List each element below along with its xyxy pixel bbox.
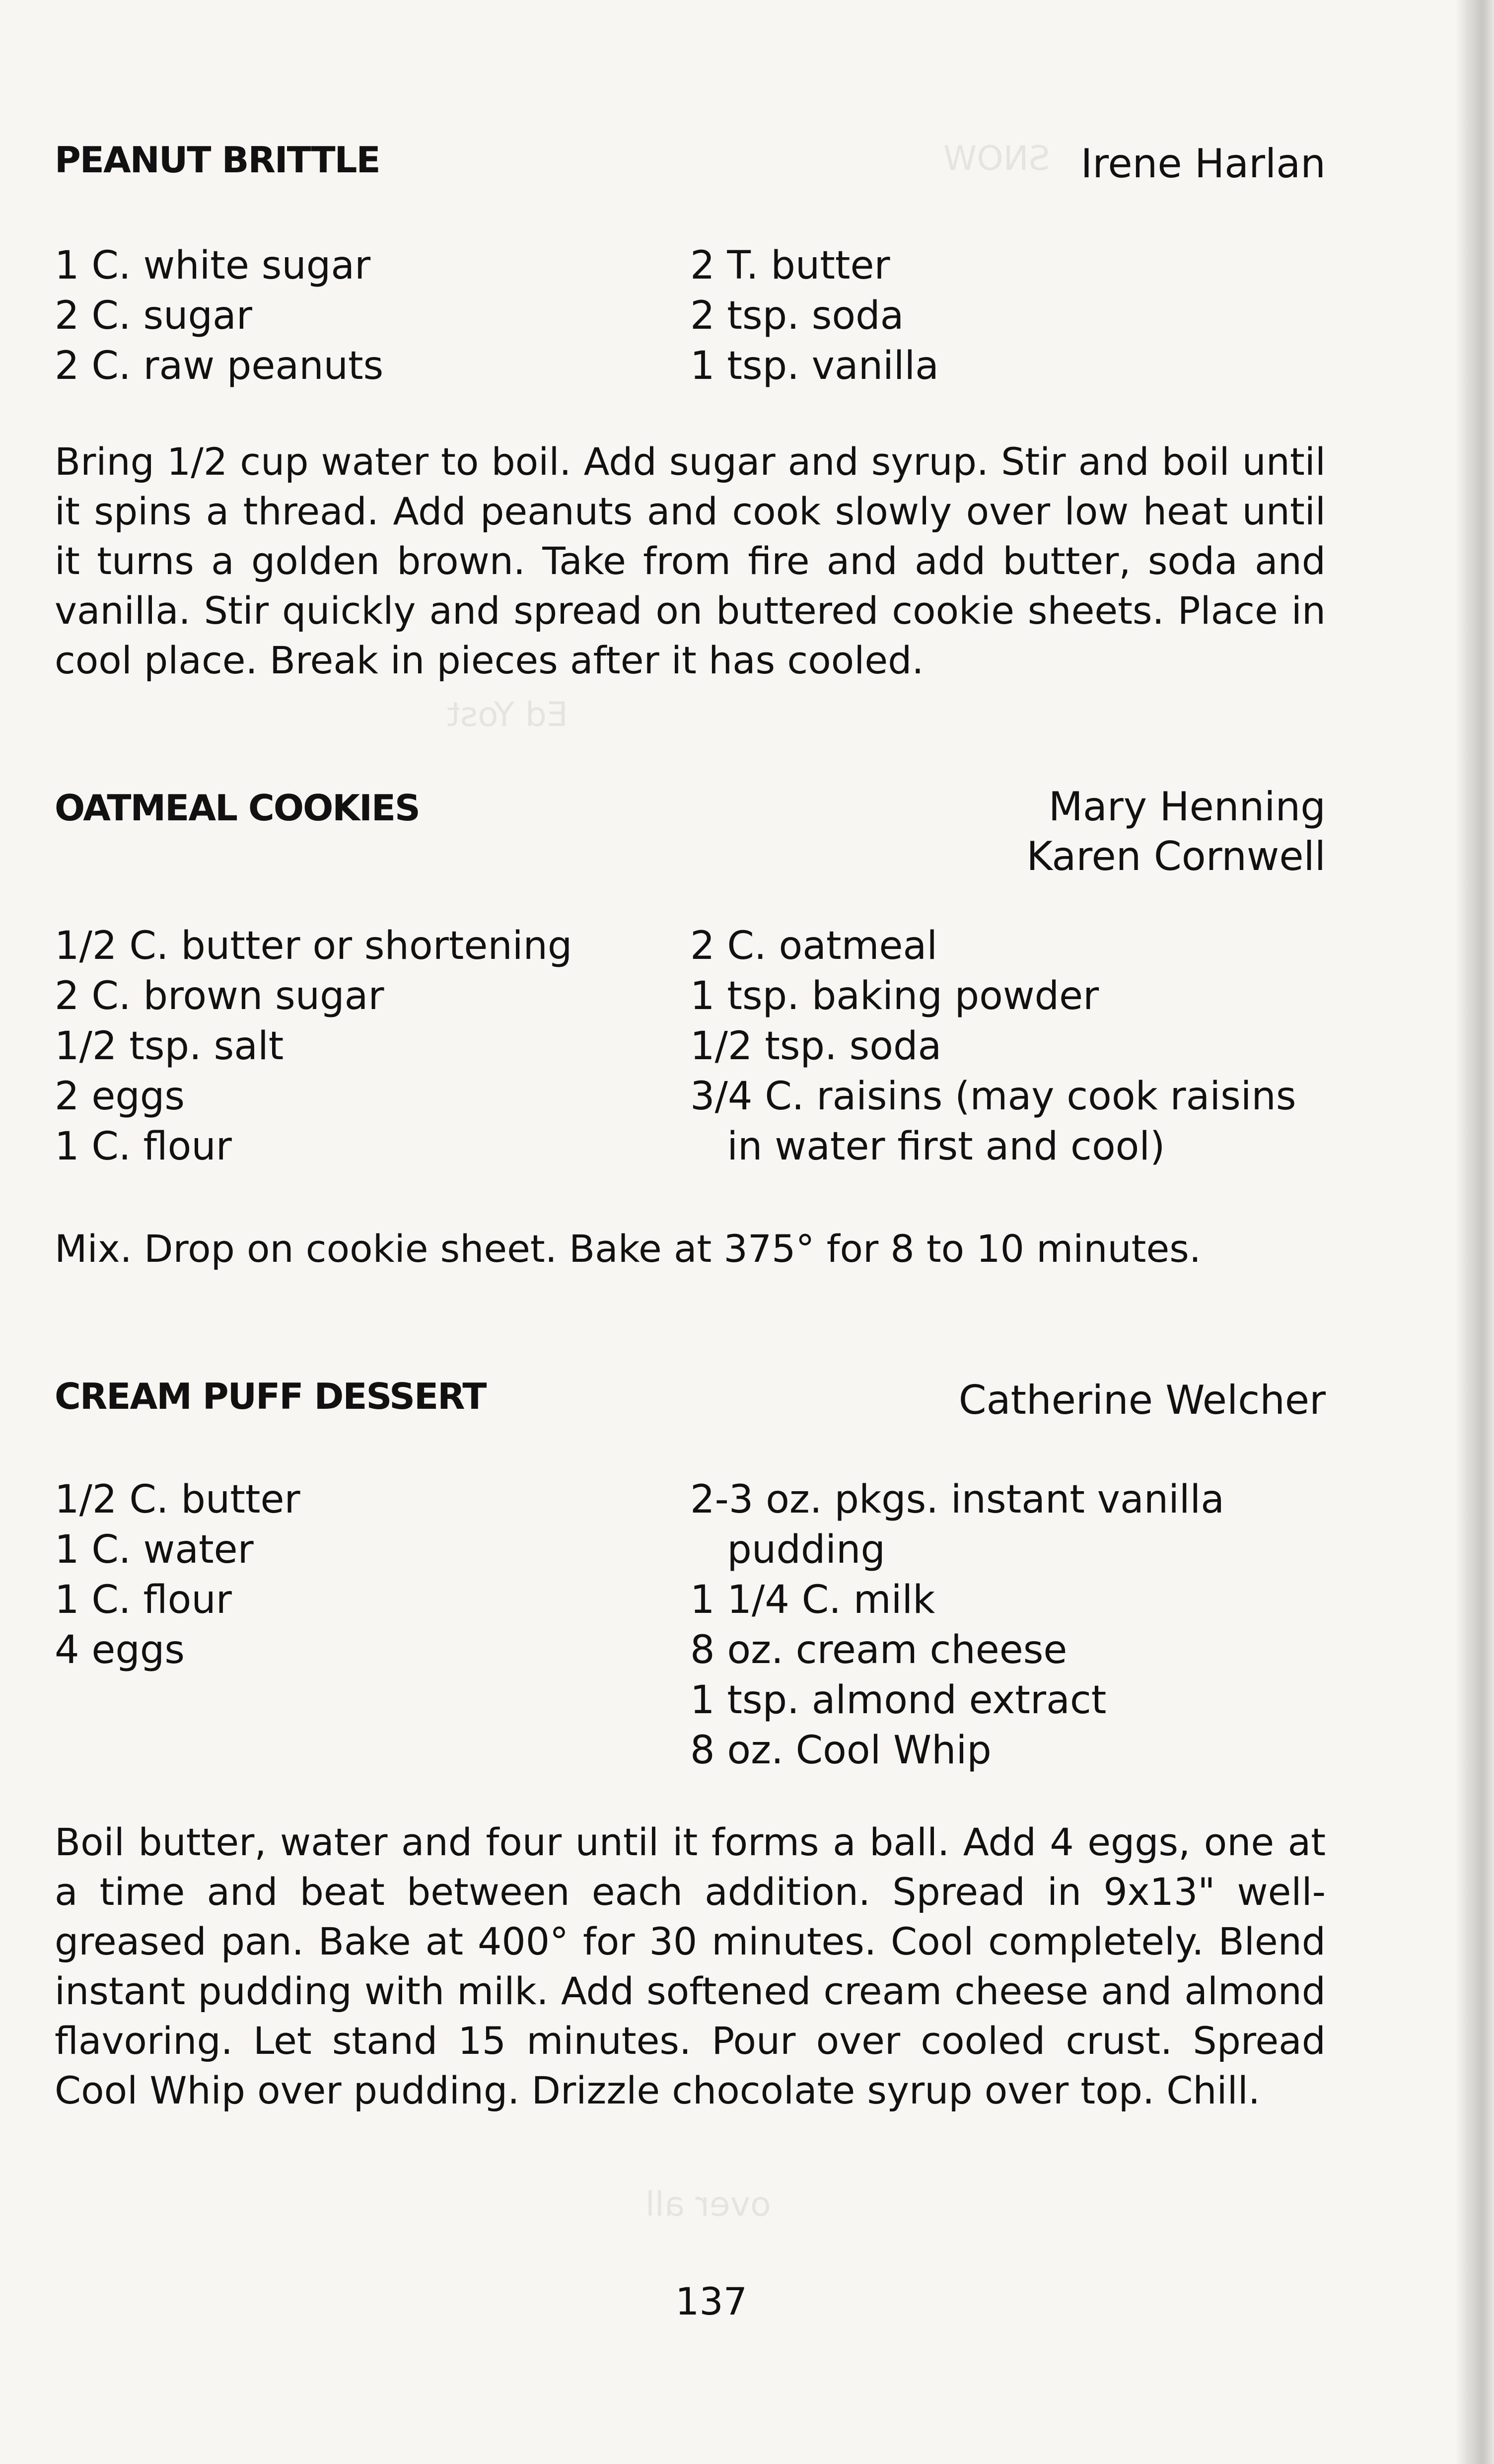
recipe-authors (1081, 139, 1326, 189)
ingredient: 2 C. raw peanuts (55, 344, 384, 388)
ingredient: 8 oz. Cool Whip (690, 1728, 992, 1773)
recipe-instructions: Bring 1/2 cup water to boil. Add sugar and syrup. Stir and boil until it spins a thread. Add peanuts and cook slowly over low heat until it turns a golden brown. Take from fire and add butter, soda and vanilla. Stir quickly and spread on buttered cookie sheets. Place in cool place. Break in pieces after it has cooled. (55, 439, 1326, 682)
recipe-author: Mary Henning (1048, 784, 1326, 830)
book-binding-edge (1455, 0, 1494, 2464)
ingredient: pudding (690, 1527, 885, 1572)
ingredient: 1 C. flour (55, 1124, 232, 1169)
recipe-authors (959, 1376, 1326, 1425)
ingredient: 2 T. butter (690, 243, 890, 288)
ingredient: 1/2 tsp. soda (690, 1024, 942, 1069)
ingredient-column-right (690, 1475, 1224, 1776)
recipe-instructions: Mix. Drop on cookie sheet. Bake at 375° for 8 to 10 minutes. (55, 1227, 1201, 1271)
ingredient: 1/2 C. butter or shortening (55, 924, 572, 968)
ingredient: 1/2 tsp. salt (55, 1024, 284, 1069)
recipe-peanut-brittle (55, 139, 1326, 682)
ingredient: 1 C. flour (55, 1578, 232, 1622)
bleed-through-text: Ed Yost (447, 695, 568, 734)
recipe-title: OATMEAL COOKIES (55, 787, 420, 829)
ingredient: 2 C. sugar (55, 293, 252, 338)
bleed-through-text: SNOW (943, 139, 1050, 178)
ingredient: in water first and cool) (690, 1124, 1165, 1169)
ingredient-column-left (55, 241, 383, 391)
ingredient: 2-3 oz. pkgs. instant vanilla (690, 1477, 1225, 1522)
ingredient-list (55, 921, 1326, 1174)
recipe-title: PEANUT BRITTLE (55, 139, 380, 181)
ingredient: 4 eggs (55, 1628, 185, 1672)
ingredient: 2 eggs (55, 1074, 185, 1119)
ingredient-list (55, 1475, 1326, 1778)
recipe-cream-puff-dessert (55, 1376, 1326, 2112)
recipe-author: Irene Harlan (1080, 141, 1326, 187)
recipe-header (55, 782, 1326, 879)
ingredient-column-left (55, 921, 572, 1172)
ingredient-column-right (690, 241, 939, 391)
ingredient: 1 1/4 C. milk (690, 1578, 935, 1622)
recipe-authors (1026, 782, 1326, 881)
recipe-author: Catherine Welcher (958, 1377, 1326, 1423)
recipe-title: CREAM PUFF DESSERT (55, 1376, 486, 1417)
recipe-header (55, 139, 1326, 194)
ingredient: 8 oz. cream cheese (690, 1628, 1067, 1672)
ingredient: 1 tsp. baking powder (690, 974, 1099, 1018)
ingredient: 2 C. brown sugar (55, 974, 384, 1018)
ingredient-list (55, 241, 1326, 395)
recipe-oatmeal-cookies (55, 782, 1326, 1271)
ingredient: 3/4 C. raisins (may cook raisins (690, 1074, 1296, 1119)
ingredient: 1 C. white sugar (55, 243, 371, 288)
ingredient: 1 tsp. vanilla (690, 344, 939, 388)
ingredient: 2 C. oatmeal (690, 924, 938, 968)
bleed-through-text: over all (645, 2185, 771, 2224)
ingredient-column-right (690, 921, 1296, 1172)
recipe-author: Karen Cornwell (1026, 833, 1326, 879)
ingredient: 1 C. water (55, 1527, 254, 1572)
recipe-instructions: Boil butter, water and four until it forms a ball. Add 4 eggs, one at a time and beat between each addition. Spread in 9x13" well-greased pan. Bake at 400° for 30 minutes. Cool completely. Blend instant pudding with milk. Add softened cream cheese and almond flavoring. Let stand 15 minutes. Pour over cooled crust. Spread Cool Whip over pudding. Drizzle chocolate syrup over top. Chill. (55, 1820, 1326, 2112)
ingredient: 1/2 C. butter (55, 1477, 300, 1522)
page-number: 137 (675, 2279, 748, 2323)
recipe-header (55, 1376, 1326, 1430)
ingredient: 1 tsp. almond extract (690, 1678, 1107, 1723)
ingredient: 2 tsp. soda (690, 293, 904, 338)
ingredient-column-left (55, 1475, 300, 1675)
